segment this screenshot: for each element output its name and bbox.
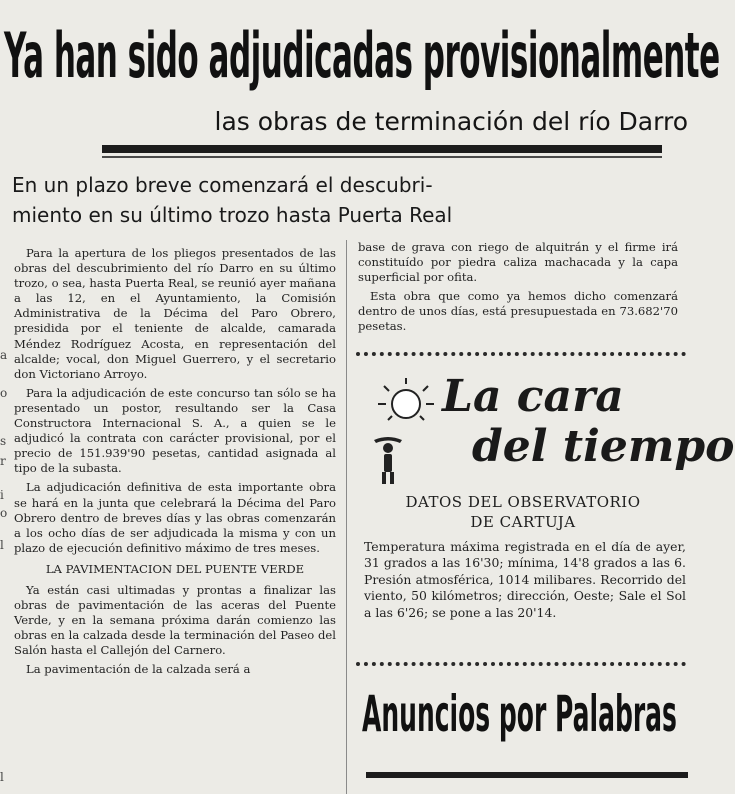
section-subtitle: LA PAVIMENTACION DEL PUENTE VERDE <box>45 561 305 576</box>
observatory-title-line-1: DATOS DEL OBSERVATORIO <box>405 493 641 511</box>
article-paragraph: Esta obra que como ya hemos dicho comenzará dentro de unos días, está presupuestada en 73.682'70 pesetas. <box>358 289 678 334</box>
edge-letter: o <box>0 506 8 520</box>
edge-letter: o <box>0 386 8 400</box>
deck <box>12 170 502 230</box>
headline-rule-thin <box>102 156 662 158</box>
dotted-separator <box>356 662 686 666</box>
article-paragraph: base de grava con riego de alquitrán y el firme irá constituído por piedra caliza machacada y la capa superficial por ofita. <box>358 240 678 285</box>
article-right-column <box>358 240 678 334</box>
article-paragraph: Ya están casi ultimadas y prontas a finalizar las obras de pavimentación de las aceras del Puente Verde, y en la semana próxima darán comienzo las obras en la calzada desde la terminación del Paseo del Salón hasta el Callejón del Carnero. <box>14 582 336 658</box>
column-divider <box>346 240 347 794</box>
article-paragraph: La pavimentación de la calzada será a <box>26 662 251 677</box>
edge-letter: l <box>0 538 4 552</box>
classified-ads-rule <box>366 772 688 778</box>
weather-logo-line-1: La cara <box>442 371 624 422</box>
edge-letter: i <box>0 488 4 502</box>
article-paragraph: Para la adjudicación de este concurso tan sólo se ha presentado un postor, resultando ser la Casa Constructora Internacional S. A., a quien se le adjudicó la contrata con carácter provisional, por el precio de 151.939'90 pesetas, cantidad asignada al tipo de la subasta. <box>14 385 336 476</box>
subheadline: las obras de terminación del río Darro <box>214 107 688 136</box>
edge-letter: l <box>0 770 4 784</box>
edge-letter: a <box>0 348 8 362</box>
observatory-title-line-2: DE CARTUJA <box>470 513 576 531</box>
deck-line-1: En un plazo breve comenzará el descubri- <box>12 173 433 197</box>
deck-line-2: miento en su último trozo hasta Puerta Real <box>12 203 453 227</box>
weather-logo <box>364 370 735 490</box>
weather-logo-line-2: del tiempo <box>472 421 735 472</box>
article-left-column <box>14 246 336 792</box>
article-paragraph: La adjudicación definitiva de esta importante obra se hará en la junta que celebrará la Décima del Paro Obrero dentro de breves días y las obras comenzarán a los ocho días de ser adjudicada la misma y con un plazo de ejecución definitivo máximo de tres meses. <box>14 480 336 555</box>
sun-icon <box>364 370 444 488</box>
observatory-title <box>364 492 682 532</box>
dotted-separator <box>356 352 686 356</box>
edge-letter: r <box>0 454 6 468</box>
headline-rule-thick <box>102 145 662 153</box>
edge-letter: s <box>0 434 7 448</box>
classified-ads-title: Anuncios por Palabras <box>362 685 677 743</box>
article-paragraph: Para la apertura de los pliegos presentados de las obras del descubrimiento del río Darro en su último trozo, o sea, hasta Puerta Real, se reunió ayer mañana a las 12, en el Ayuntamiento, la Comisión Administrativa de la Décima del Paro Obrero, presidida por el teniente de alcalde, camarada Méndez Rodríguez Acosta, en representación del alcalde; vocal, don Miguel Guerrero, y el secretario don Victoriano Arroyo. <box>14 246 336 381</box>
weather-report: Temperatura máxima registrada en el día de ayer, 31 grados a las 16'30; mínima, 14'8 grados a las 6. Presión atmosférica, 1014 milibares. Recorrido del viento, 50 kilómetros; dirección, Oeste; Sale el Sol a las 6'26; se pone a las 20'14. <box>364 539 686 620</box>
headline: Ya han sido adjudicadas provisionalmente <box>4 19 720 92</box>
